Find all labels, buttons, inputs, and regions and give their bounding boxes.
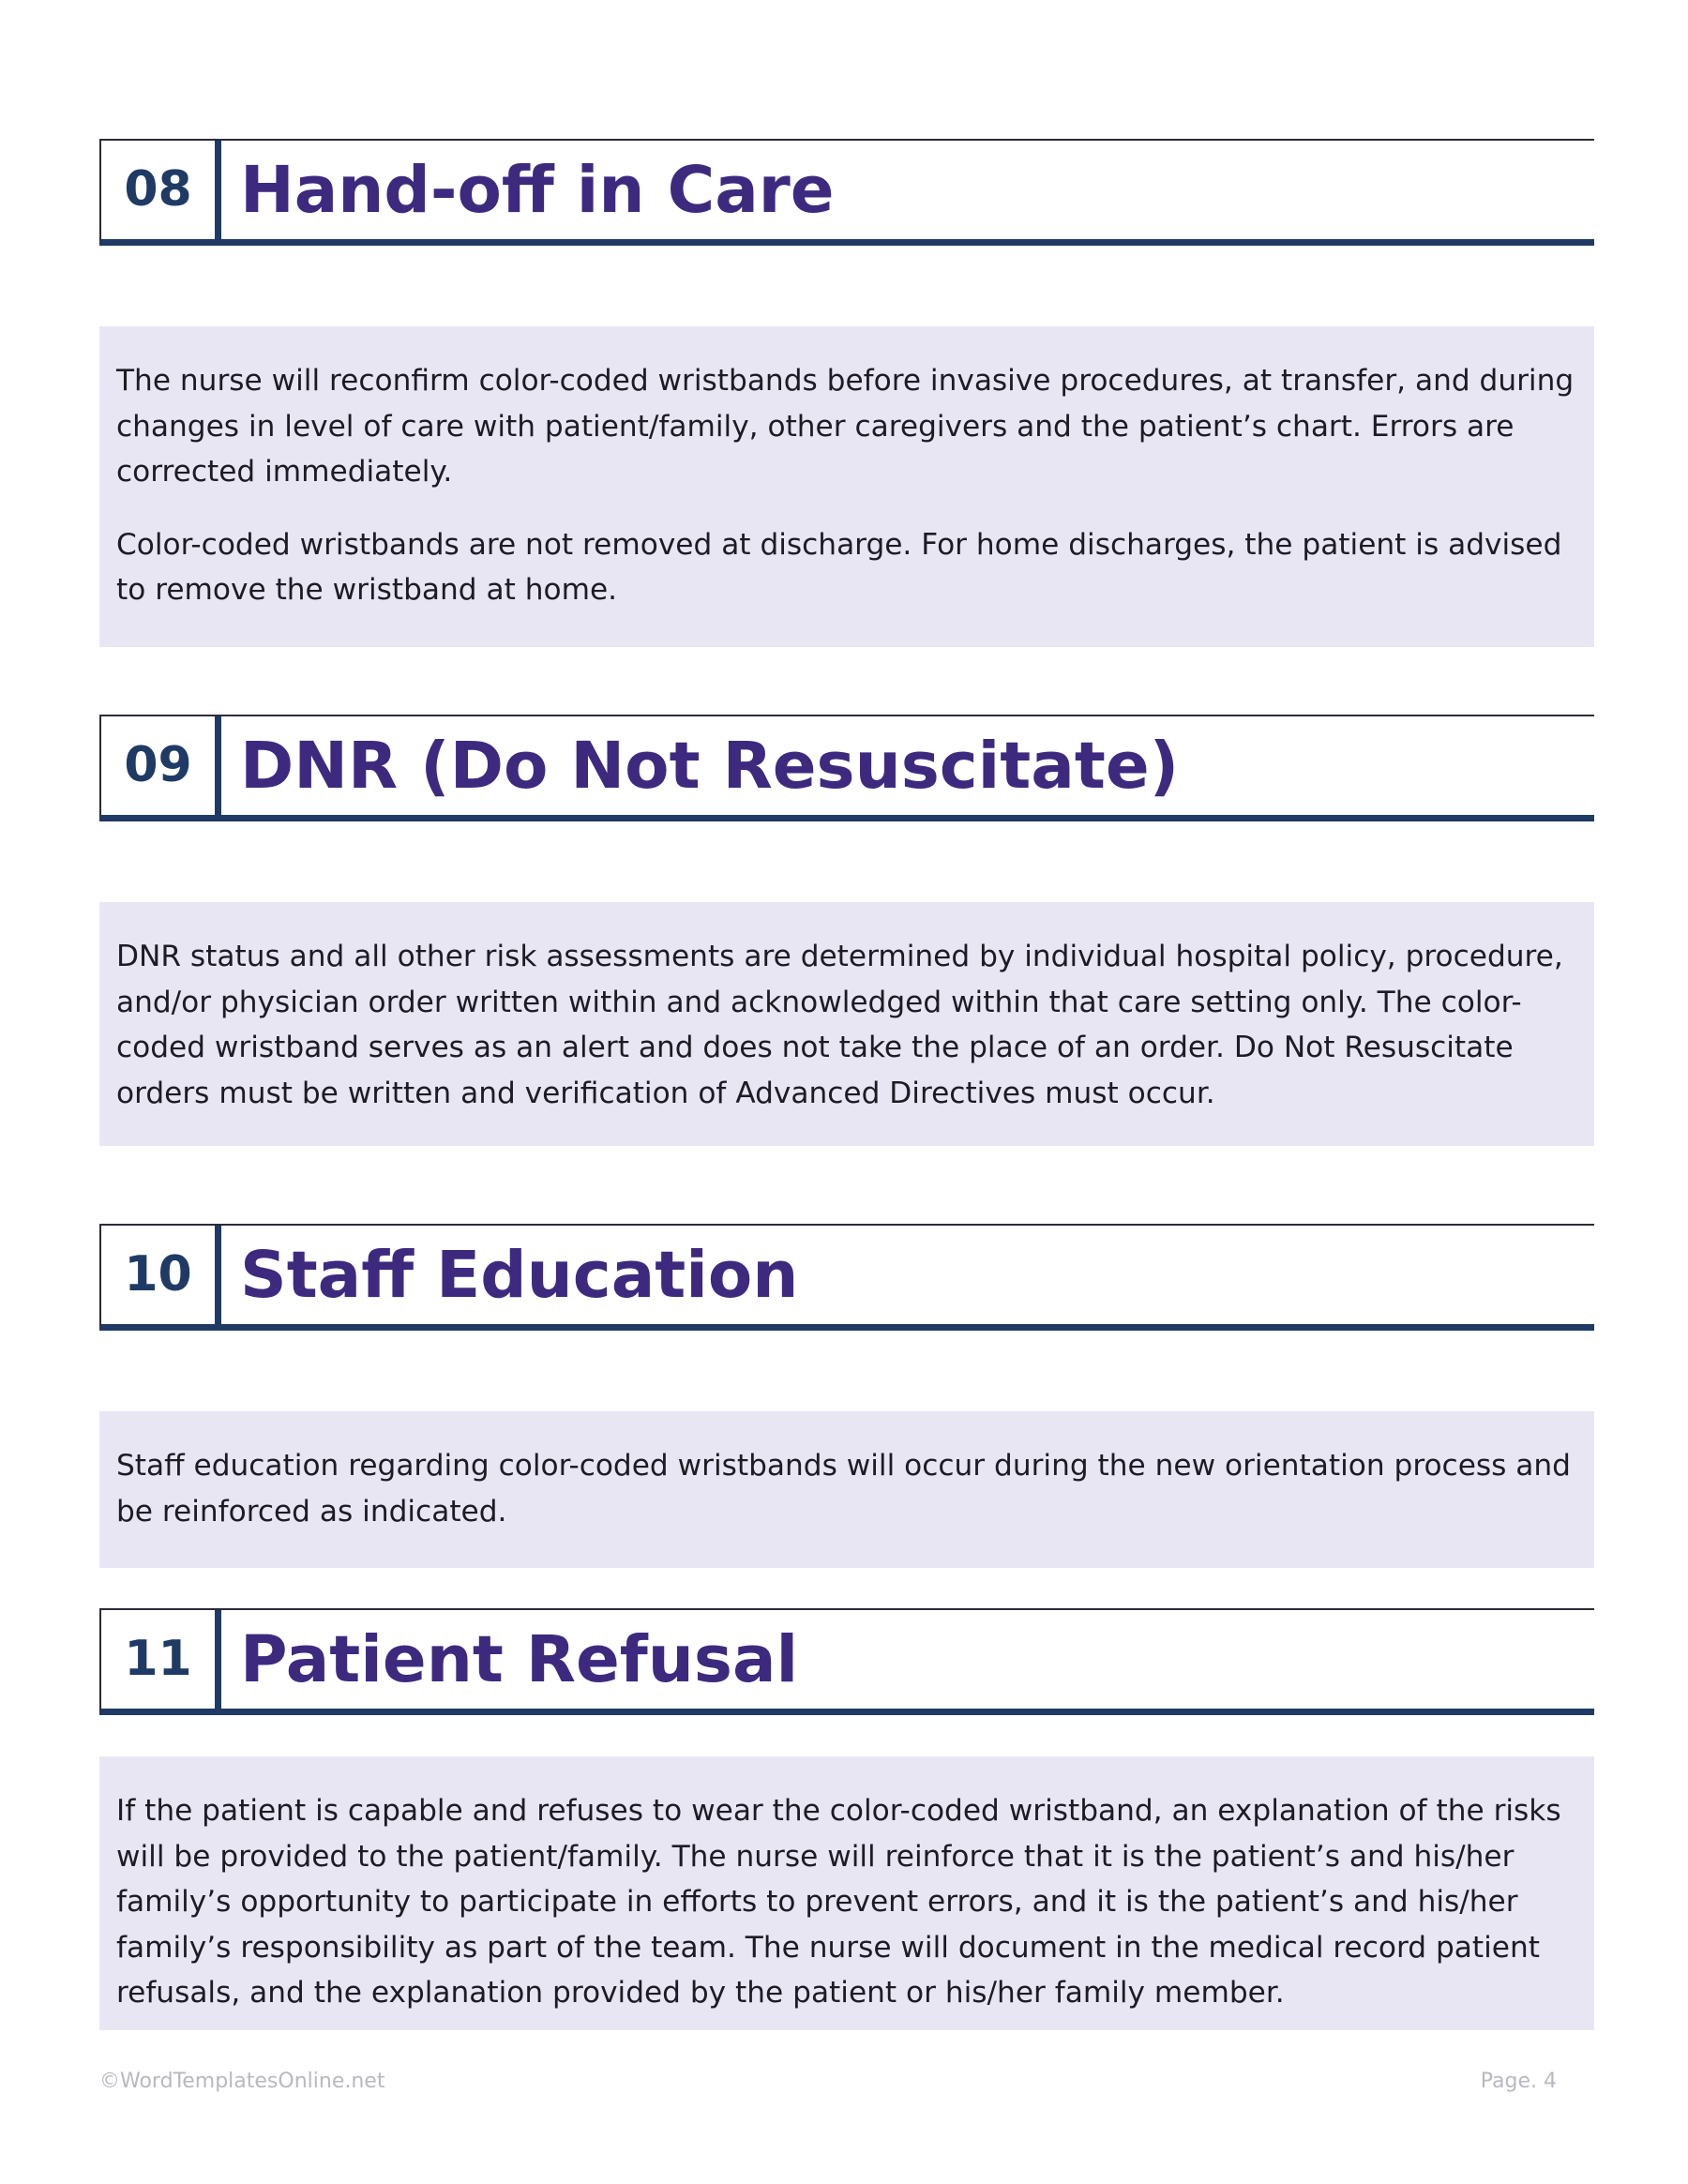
section-08-header	[99, 139, 1594, 246]
section-number: 11	[101, 1610, 221, 1709]
section-title: Patient Refusal	[240, 1621, 799, 1697]
body-paragraph: DNR status and all other risk assessments are determined by individual hospital policy, procedure, and/or physician order written within and acknowledged within that care setting only. The color-coded wristband serves as an alert and does not take the place of an order. Do Not Resuscitate orders must be written and verification of Advanced Directives must occur.	[116, 940, 1563, 1110]
section-number: 08	[101, 141, 221, 239]
footer-copyright: ©WordTemplatesOnline.net	[99, 2070, 385, 2093]
section-title: DNR (Do Not Resuscitate)	[240, 728, 1180, 804]
body-paragraph: Staff education regarding color-coded wristbands will occur during the new orientation process and be reinforced as indicated.	[116, 1449, 1571, 1529]
section-10-header	[99, 1224, 1594, 1331]
section-09-body	[99, 902, 1594, 1146]
body-paragraph: If the patient is capable and refuses to wear the color-coded wristband, an explanation of the risks will be provided to the patient/family. The nurse will reinforce that it is the patient’s and his/her family’s opportunity to participate in efforts to prevent errors, and it is the patient’s and his/her family’s responsibility as part of the team. The nurse will document in the medical record patient refusals, and the explanation provided by the patient or his/her family member.	[116, 1794, 1561, 2010]
section-09-header	[99, 715, 1594, 821]
section-number: 10	[101, 1226, 221, 1324]
section-11-body	[99, 1756, 1594, 2030]
section-number: 09	[101, 716, 221, 815]
body-paragraph: Color-coded wristbands are not removed at discharge. For home discharges, the patient is advised to remove the wristband at home.	[116, 527, 1562, 607]
body-paragraph: The nurse will reconfirm color-coded wristbands before invasive procedures, at transfer, and during changes in level of care with patient/family, other caregivers and the patient’s chart. Errors are corrected immediately.	[116, 364, 1575, 489]
section-11-header	[99, 1608, 1594, 1715]
section-10-body	[99, 1411, 1594, 1568]
section-title: Staff Education	[240, 1237, 799, 1313]
section-title: Hand-off in Care	[240, 152, 835, 228]
section-08-body	[99, 326, 1594, 647]
page-number: Page. 4	[1480, 2070, 1557, 2093]
